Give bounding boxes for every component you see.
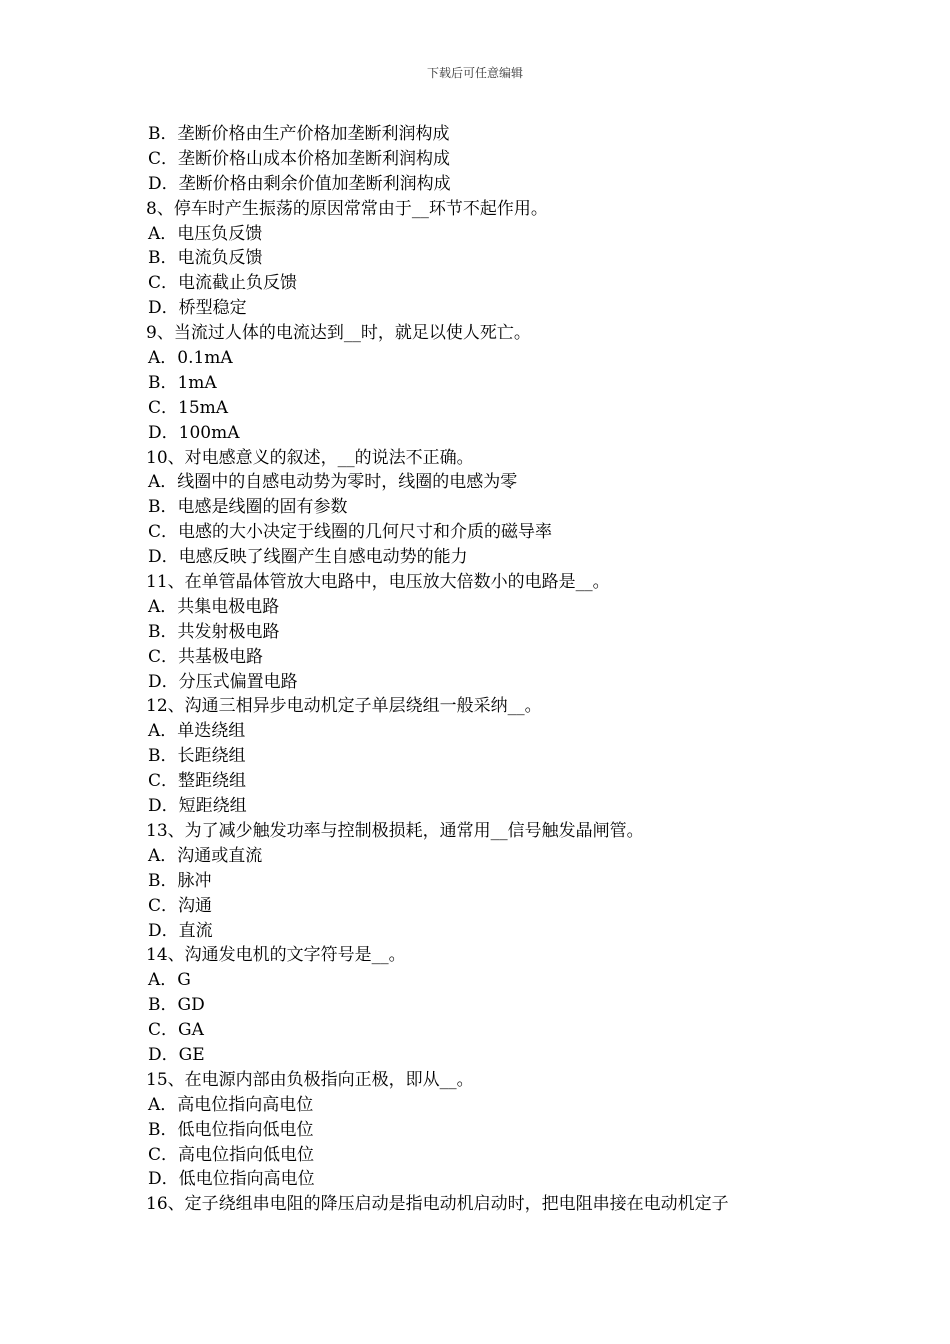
question-text: 9、当流过人体的电流达到__时，就足以使人死亡。 (146, 323, 531, 344)
option-text: B．垄断价格由生产价格加垄断利润构成 (148, 124, 450, 144)
option-text: D．垄断价格由剩余价值加垄断利润构成 (148, 173, 451, 194)
option-text: A．0.1mA (148, 348, 233, 369)
option-text: A．沟通或直流 (148, 845, 263, 866)
option-text: D．短距绕组 (148, 796, 247, 817)
option-text: D．100mA (148, 422, 240, 443)
option-text: C．共基极电路 (148, 646, 264, 667)
option-text: B．共发射极电路 (148, 621, 280, 642)
option-text: C．沟通 (148, 895, 213, 916)
option-text: D．GE (148, 1044, 205, 1065)
option-text: C．GA (148, 1020, 204, 1041)
option-text: C．高电位指向低电位 (148, 1144, 315, 1165)
question-text: 13、为了减少触发功率与控制极损耗，通常用__信号触发晶闸管。 (146, 820, 644, 841)
option-text: A．高电位指向高电位 (148, 1094, 314, 1115)
option-text: B．低电位指向低电位 (148, 1119, 314, 1140)
option-text: A．G (148, 970, 191, 991)
option-text: B．1mA (148, 372, 217, 393)
option-text: A．共集电极电路 (148, 596, 280, 617)
option-text: C．整距绕组 (148, 771, 247, 792)
option-text: A．电压负反馈 (148, 223, 263, 244)
option-text: D．低电位指向高电位 (148, 1169, 315, 1190)
question-text: 8、停车时产生振荡的原因常常由于__环节不起作用。 (146, 198, 548, 219)
document-body (146, 122, 846, 1217)
option-text: D．电感反映了线圈产生自感电动势的能力 (148, 547, 468, 568)
option-text: A．单迭绕组 (148, 721, 246, 742)
option-text: C．电流截止负反馈 (148, 273, 298, 294)
question-text: 14、沟通发电机的文字符号是__。 (146, 945, 406, 966)
option-text: C．垄断价格山成本价格加垄断利润构成 (148, 148, 451, 169)
option-text: B．电流负反馈 (148, 248, 263, 269)
question-text: 10、对电感意义的叙述，__的说法不正确。 (146, 447, 474, 468)
option-text: D．直流 (148, 920, 213, 941)
option-text: B．长距绕组 (148, 746, 246, 767)
option-text: D．分压式偏置电路 (148, 671, 298, 692)
question-text: 11、在单管晶体管放大电路中，电压放大倍数小的电路是__。 (146, 572, 610, 593)
option-text: C．15mA (148, 397, 229, 418)
question-text: 12、沟通三相异步电动机定子单层绕组一般采纳__。 (146, 696, 542, 717)
option-text: B．GD (148, 995, 205, 1016)
option-text: B．电感是线圈的固有参数 (148, 497, 348, 518)
question-text: 15、在电源内部由负极指向正极，即从__。 (146, 1069, 474, 1090)
option-text: C．电感的大小决定于线圈的几何尺寸和介质的磁导率 (148, 522, 553, 543)
option-text: B．脉冲 (148, 870, 212, 891)
page-header: 下载后可任意编辑 (426, 66, 523, 80)
option-text: D．桥型稳定 (148, 298, 247, 319)
question-text: 16、定子绕组串电阻的降压启动是指电动机启动时，把电阻串接在电动机定子 (146, 1194, 729, 1215)
option-text: A．线圈中的自感电动势为零时，线圈的电感为零 (148, 472, 518, 493)
